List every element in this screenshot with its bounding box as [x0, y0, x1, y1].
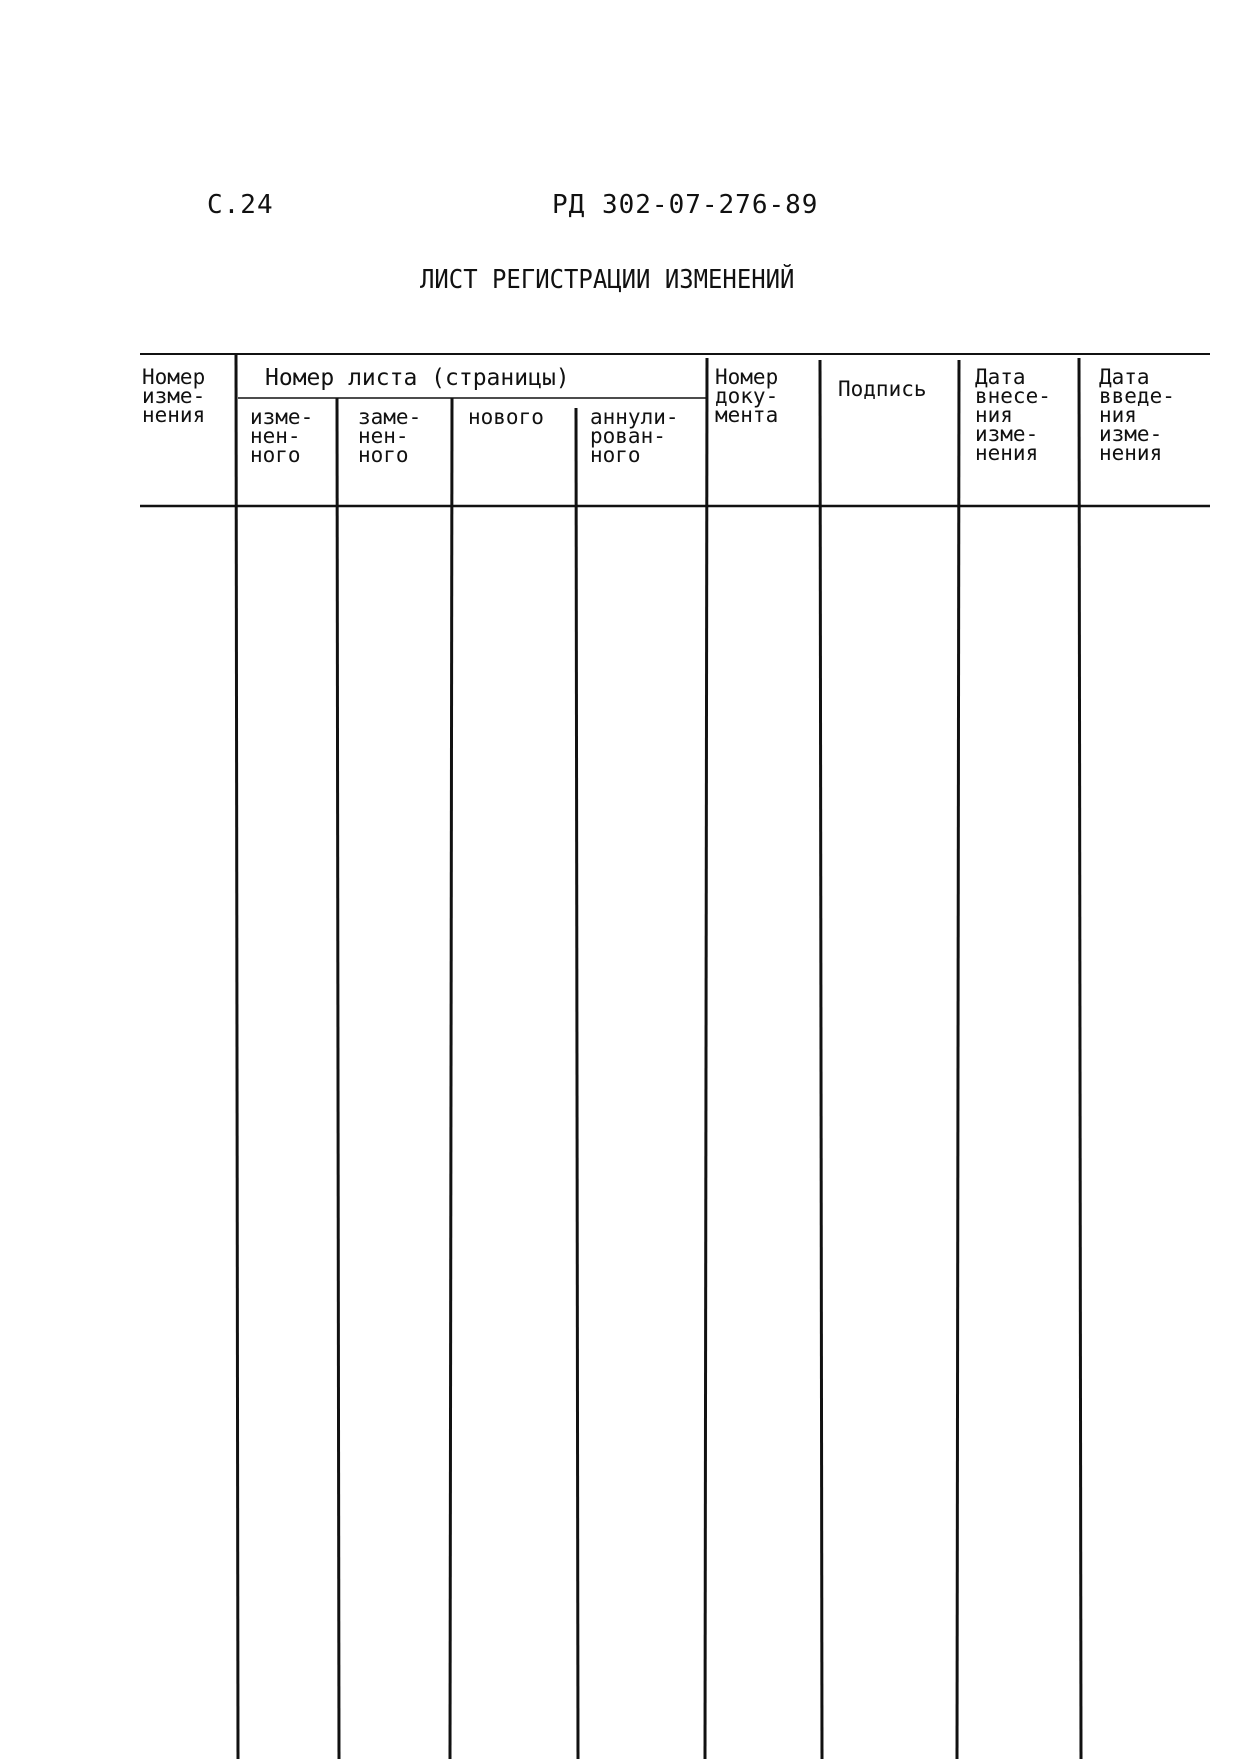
col-header-changed: изме- нен- ного [250, 405, 314, 467]
column-divider-2 [337, 398, 339, 1759]
col-header-entry-date: Дата внесе- ния изме- нения [975, 365, 1051, 465]
column-divider-1 [236, 354, 238, 1759]
column-divider-7 [957, 360, 959, 1759]
column-divider-5 [705, 358, 707, 1759]
column-divider-4 [576, 408, 578, 1759]
document-code: РД 302-07-276-89 [552, 190, 819, 220]
col-header-new: нового [468, 405, 544, 429]
col-header-annulled: аннули- рован- ного [590, 405, 679, 467]
column-divider-3 [450, 398, 452, 1759]
column-divider-8 [1079, 358, 1081, 1759]
sheet-title: ЛИСТ РЕГИСТРАЦИИ ИЗМЕНЕНИЙ [420, 265, 795, 295]
group-header-sheet-number: Номер листа (страницы) [265, 365, 570, 391]
col-header-replaced: заме- нен- ного [358, 405, 422, 467]
col-header-signature: Подпись [838, 377, 927, 401]
col-header-change-number: Номер изме- нения [142, 365, 206, 427]
col-header-document-number: Номер доку- мента [715, 365, 779, 427]
col-header-effective-date: Дата введе- ния изме- нения [1099, 365, 1175, 465]
column-divider-6 [820, 360, 822, 1759]
page-number: С.24 [207, 190, 274, 220]
